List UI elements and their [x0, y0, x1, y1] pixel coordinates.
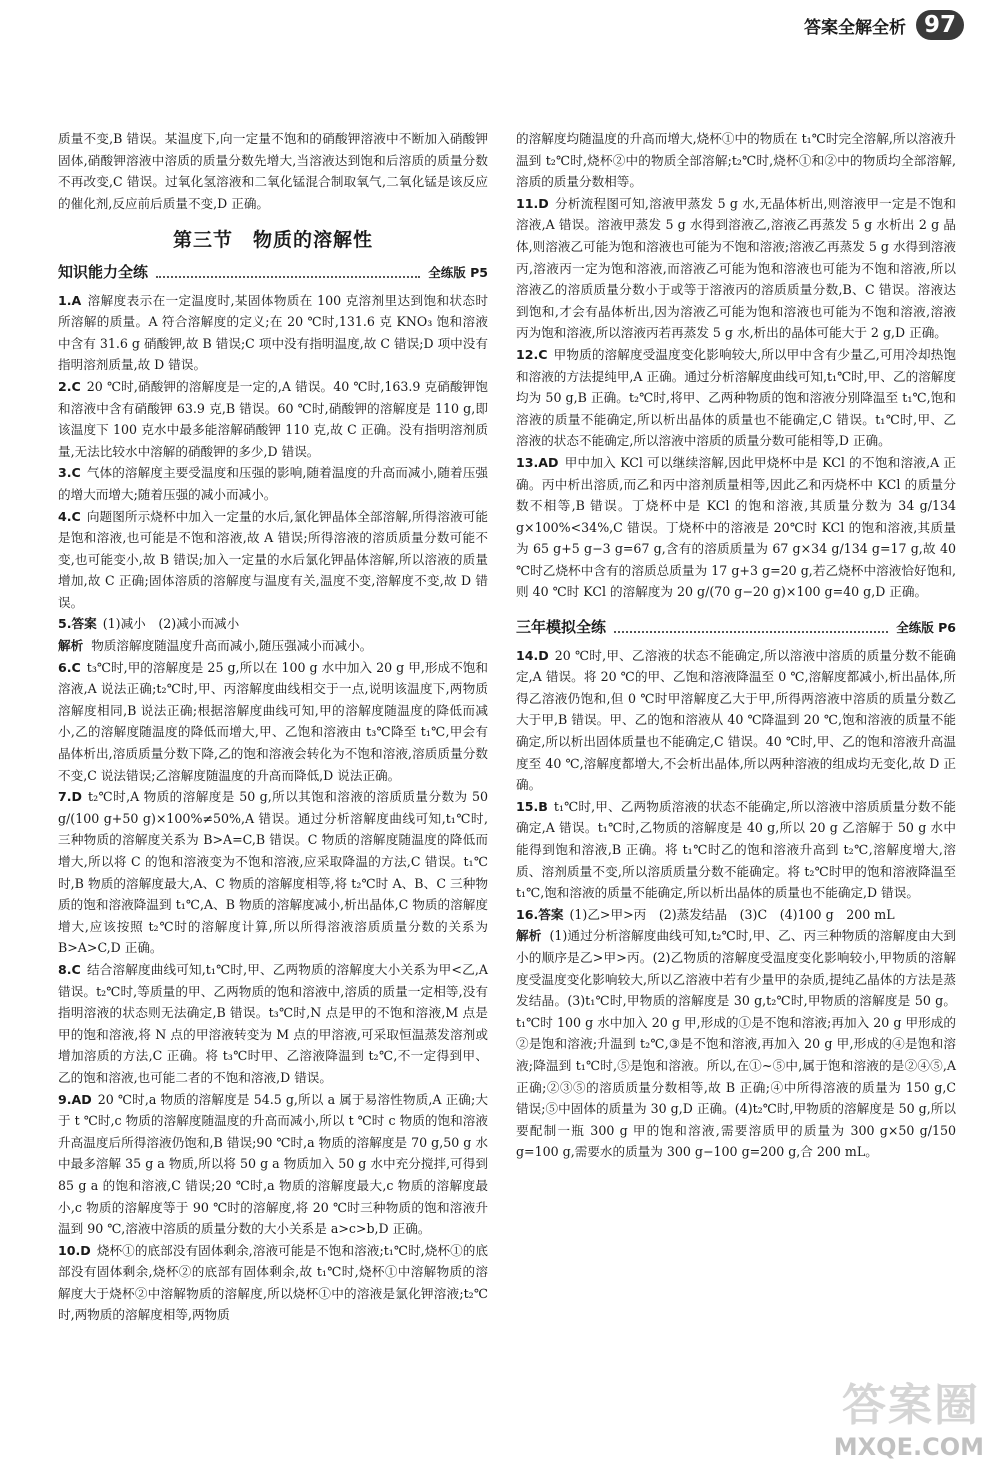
- answer-item: [516, 452, 956, 603]
- right-intro: 的溶解度均随温度的升高而增大,烧杯①中的物质在 t₁℃时完全溶解,所以溶液升温到 t₂℃时,烧杯②中的物质全部溶解;t₂℃时,烧杯①和②中的物质均全部溶解,溶质的质量分数相等。: [516, 131, 956, 190]
- left-column: [58, 128, 488, 1326]
- right-items-a: [516, 193, 956, 603]
- left-items: [58, 290, 488, 1327]
- item-number: 11.D: [516, 195, 549, 211]
- answer-item: [516, 796, 956, 904]
- band-three-year: [516, 617, 956, 639]
- answer-item: [58, 1240, 488, 1326]
- item-number: 2.C: [58, 378, 81, 394]
- item-text: t₃℃时,甲的溶解度是 25 g,所以在 100 g 水中加入 20 g 甲,形成不饱和溶液,A 说法正确;t₂℃时,甲、丙溶解度曲线相交于一点,说明该温度下,两物质溶解度相同,B 说法正确;根据溶解度曲线可知,甲的溶解度随温度的降低而减小,乙的溶解度随温度的降低而增大,甲、乙饱和溶液由 t₃℃降至 t₁℃,甲会有晶体析出,溶质质量分数下降,乙的饱和溶液会转化为不饱和溶液,溶质质量分数不变,C 说法错误;乙溶解度随温度的升高而降低,D 说法正确。: [58, 659, 488, 783]
- band-dots: [614, 623, 888, 633]
- item-number: 3.C: [58, 465, 81, 481]
- item-text: 20 ℃时,硝酸钾的溶解度是一定的,A 错误。40 ℃时,163.9 克硝酸钾饱和溶液中含有硝酸钾 63.9 克,B 错误。60 ℃时,硝酸钾的溶解度是 110 g,即该温度下 100 克水中最多能溶解硝酸钾 110 克,故 C 正确。没有指明溶剂质量,无法比较水中溶解的硝酸钾的多少,D 错误。: [58, 378, 488, 459]
- answer-item: [516, 645, 956, 796]
- answer-item: [58, 462, 488, 505]
- answer-item: [58, 657, 488, 787]
- item-text: 20 ℃时,a 物质的溶解度是 54.5 g,所以 a 属于易溶性物质,A 正确;大于 t ℃时,c 物质的溶解度随温度的升高而减小,所以 t ℃时 c 物质的饱和溶液升高温度后所得溶液仍饱和,B 错误;90 ℃时,a 物质的溶解度是 70 g,50 g 水中最多溶解 35 g a 物质,所以将 50 g a 物质加入 50 g 水中充分搅拌,可得到 85 g a 的饱和溶液,C 错误;20 ℃时,a 物质的溶解度最大,c 物质的溶解度最小,c 物质的溶解度等于 90 ℃时的溶解度,将 20 ℃时三种物质的饱和溶液升温到 90 ℃,溶液中溶质的质量分数的大小关系是 a>c>b,D 正确。: [58, 1091, 488, 1237]
- item-number: 6.C: [58, 659, 81, 675]
- item-number: 8.C: [58, 961, 81, 977]
- answer-item: [58, 376, 488, 462]
- watermark-site: MXQE.COM: [833, 1433, 984, 1461]
- left-intro: 质量不变,B 错误。某温度下,向一定量不饱和的硝酸钾溶液中不断加入硝酸钾固体,硝酸钾溶液中溶质的质量分数先增大,当溶液达到饱和后溶质的质量分数不再改变,C 错误。过氧化氢溶液和二氧化锰混合制取氧气,二氧化锰是该反应的催化剂,反应前后质量不变,D 正确。: [58, 131, 488, 211]
- answer-item: [58, 613, 488, 635]
- item-number: 4.C: [58, 508, 81, 524]
- answer-item: [58, 506, 488, 614]
- item-number: 14.D: [516, 647, 549, 663]
- item-text: 20 ℃时,甲、乙溶液的状态不能确定,所以溶液中溶质的质量分数不能确定,A 错误。将 20 ℃的甲、乙饱和溶液降温至 0 ℃,溶解度都减小,析出晶体,所得乙溶液仍饱和,但 0 ℃时甲溶解度乙大于甲,所得两溶液中溶质的质量分数乙大于甲,B 错误。甲、乙的饱和溶液从 40 ℃降温到 20 ℃,饱和溶液的质量不能确定,所以析出固体质量也不能确定,C 错误。40 ℃时,甲、乙的饱和溶液升高温度至 40 ℃,溶解度都增大,不会析出晶体,所以两种溶液的组成均无变化,故 D 正确。: [516, 647, 956, 793]
- item-number: 9.AD: [58, 1091, 92, 1107]
- section-title: 第三节 物质的溶解性: [172, 229, 373, 252]
- answer-item: [58, 1089, 488, 1240]
- item-number: 16.答案: [516, 906, 564, 922]
- item-number: 1.A: [58, 292, 82, 308]
- item-number: 10.D: [58, 1242, 91, 1258]
- item-text: (1)减小 (2)减小而减小: [102, 616, 240, 632]
- item-text: 甲物质的溶解度受温度变化影响较大,所以甲中含有少量乙,可用冷却热饱和溶液的方法提纯甲,A 正确。通过分析溶解度曲线可知,t₁℃时,甲、乙的溶解度均为 50 g,B 正确。t₂℃时,将甲、乙两种物质的饱和溶液分别降温至 t₁℃,饱和溶液的质量不能确定,所以析出晶体的质量也不能确定,C 错误。t₁℃时,甲、乙溶液的状态不能确定,所以溶液中溶质的质量分数可能相等,D 正确。: [516, 346, 956, 449]
- answer-item: [516, 904, 956, 926]
- answer-item: [58, 290, 488, 376]
- item-text: 结合溶解度曲线可知,t₁℃时,甲、乙两物质的溶解度大小关系为甲<乙,A 错误。t₂℃时,等质量的甲、乙两物质的饱和溶液中,溶质的质量一定相等,没有指明溶液的状态则无法确定,B 错误。t₃℃时,N 点是甲的不饱和溶液,M 点是甲的饱和溶液,将 N 点的甲溶液转变为 M 点的甲溶液,可采取恒温蒸发溶剂或增加溶质的方法,C 正确。将 t₃℃时甲、乙溶液降温到 t₂℃,不一定得到甲、乙的饱和溶液,也可能二者的不饱和溶液,D 错误。: [58, 961, 488, 1085]
- item-text: t₂℃时,A 物质的溶解度是 50 g,所以其饱和溶液的溶质质量分数为 50 g/(100 g+50 g)×100%≠50%,A 错误。通过分析溶解度曲线可知,t₁℃时,三种物质的溶解度关系为 B>A=C,B 错误。C 物质的溶解度随温度的降低而增大,所以将 C 的饱和溶液变为不饱和溶液,应采取降温的方法,C 错误。t₁℃时,B 物质的溶解度最大,A、C 物质的溶解度相等,将 t₂℃时 A、B、C 三种物质的饱和溶液降温到 t₁℃,A、B 物质的溶解度减小,析出晶体,C 物质的溶解度增大,应该按照 t₂℃时的溶解度计算,所以所得溶液溶质质量分数的关系为 B>A>C,D 正确。: [58, 789, 488, 956]
- item-number: 解析: [58, 638, 84, 654]
- answer-item: [516, 925, 956, 1163]
- item-number: 5.答案: [58, 616, 97, 632]
- answer-item: [58, 959, 488, 1089]
- right-items-b: [516, 645, 956, 1163]
- item-number: 解析: [516, 928, 542, 944]
- item-number: 7.D: [58, 789, 83, 805]
- page-number: 97: [916, 10, 964, 40]
- item-text: 分析流程图可知,溶液甲蒸发 5 g 水,无晶体析出,则溶液甲一定是不饱和溶液,A 错误。溶液甲蒸发 5 g 水得到溶液乙,溶液乙再蒸发 5 g 水析出 2 g 晶体,则溶液乙可能为饱和溶液也可能为不饱和溶液;溶液乙再蒸发 5 g 水得到溶液丙,溶液丙一定为饱和溶液,而溶液乙可能为饱和溶液也可能为不饱和溶液,所以溶液乙的溶质质量分数小于或等于溶液丙的溶质质量分数,B、C 错误。溶液达到饱和,才会有晶体析出,因为溶液乙可能为饱和溶液也可能为不饱和溶液,溶液丙为饱和溶液,所以溶液丙若再蒸发 5 g 水,析出的晶体可能大于 2 g,D 正确。: [516, 195, 956, 341]
- answer-item: [58, 786, 488, 959]
- band-name: 知识能力全练: [58, 262, 149, 281]
- answer-item: [516, 344, 956, 452]
- page-header: [804, 8, 964, 42]
- item-number: 12.C: [516, 346, 548, 362]
- item-text: 烧杯①的底部没有固体剩余,溶液可能是不饱和溶液;t₁℃时,烧杯①的底部没有固体剩余,烧杯②的底部有固体剩余,故 t₁℃时,烧杯①中溶解物质的溶解度大于烧杯②中溶解物质的溶解度,所以烧杯①中的溶液是氯化钾溶液;t₂℃时,两物质的溶解度相等,两物质: [58, 1242, 488, 1323]
- band-name: 三年模拟全练: [516, 618, 607, 637]
- item-text: 向题图所示烧杯中加入一定量的水后,氯化钾晶体全部溶解,所得溶液可能是饱和溶液,也可能是不饱和溶液,故 A 错误;所得溶液的溶质质量分数可能不变,也可能变小,故 B 错误;加入一定量的水后氯化钾晶体溶解,所以溶液的质量增加,故 C 正确;固体溶质的溶解度与温度有关,温度不变,溶解度不变,故 D 错误。: [58, 508, 488, 610]
- item-number: 15.B: [516, 798, 548, 814]
- item-number: 13.AD: [516, 454, 559, 470]
- band-dots: [156, 268, 420, 278]
- item-text: (1)通过分析溶解度曲线可知,t₂℃时,甲、乙、丙三种物质的溶解度由大到小的顺序是乙>甲>丙。(2)乙物质的溶解度受温度变化影响较小,甲物质的溶解度受温度变化影响较大,所以乙溶液中若有少量甲的杂质,提纯乙晶体的方法是蒸发结晶。(3)t₁℃时,甲物质的溶解度是 30 g,t₂℃时,甲物质的溶解度是 50 g。t₁℃时 100 g 水中加入 20 g 甲,形成的①是不饱和溶液;再加入 20 g 甲形成的②是饱和溶液;升温到 t₂℃,③是不饱和溶液,再加入 20 g 甲,形成的④是饱和溶液;降温到 t₁℃时,⑤是饱和溶液。所以,在①~⑤中,属于饱和溶液的是②④⑤,A 正确;②③⑤的溶质质量分数相等,故 B 正确;④中所得溶液的质量为 150 g,C 错误;⑤中固体的质量为 30 g,D 正确。(4)t₂℃时,甲物质的溶解度是 50 g,所以要配制一瓶 300 g 甲的饱和溶液,需要溶质甲的质量为 300 g×50 g/150 g=100 g,需要水的质量为 300 g−100 g=200 g,合 200 mL。: [516, 928, 957, 1160]
- band-version: 全练版 P5: [428, 264, 488, 280]
- item-text: 溶解度表示在一定温度时,某固体物质在 100 克溶剂里达到饱和状态时所溶解的质量。A 符合溶解度的定义;在 20 ℃时,131.6 克 KNO₃ 饱和溶液中含有 31.6 g 硝酸钾,故 B 错误;C 项中没有指明温度,故 C 错误;D 项中没有指明溶剂质量,故 D 错误。: [58, 292, 488, 373]
- band-knowledge: [58, 262, 488, 284]
- item-text: 气体的溶解度主要受温度和压强的影响,随着温度的升高而减小,随着压强的增大而增大;随着压强的减小而减小。: [58, 465, 488, 502]
- header-title: 答案全解全析: [803, 17, 906, 38]
- item-text: (1)乙>甲>丙 (2)蒸发结晶 (3)C (4)100 g 200 mL: [569, 906, 895, 922]
- band-version: 全练版 P6: [896, 620, 956, 636]
- item-text: 物质溶解度随温度升高而减小,随压强减小而减小。: [91, 638, 373, 654]
- watermark-logo: 答案圈: [842, 1380, 980, 1431]
- right-column: [516, 128, 956, 1163]
- answer-item: [58, 635, 488, 657]
- answer-item: [516, 193, 956, 344]
- item-text: t₁℃时,甲、乙两物质溶液的状态不能确定,所以溶液中溶质质量分数不能确定,A 错误。t₁℃时,乙物质的溶解度是 40 g,所以 20 g 乙溶解于 50 g 水中能得到饱和溶液,B 正确。将 t₁℃时乙的饱和溶液升高到 t₂℃,溶解度增大,溶质、溶剂质量不变,所以溶质质量分数不能确定。将 t₂℃时甲的饱和溶液降温至 t₁℃,饱和溶液的质量不能确定,所以析出晶体的质量也不能确定,D 错误。: [516, 798, 956, 901]
- item-text: 甲中加入 KCl 可以继续溶解,因此甲烧杯中是 KCl 的不饱和溶液,A 正确。丙中析出溶质,而乙和丙中溶剂质量相等,因此乙和丙烧杯中 KCl 的质量分数不相等,B 错误。丁烧杯中是 KCl 的饱和溶液,其质量分数为 34 g/134 g×100%<34%,C 错误。丁烧杯中的溶液是 20℃时 KCl 的饱和溶液,其质量为 65 g+5 g−3 g=67 g,含有的溶质质量为 67 g×34 g/134 g=17 g,故 40 ℃时乙烧杯中含有的溶质总质量为 17 g+3 g=20 g,若乙烧杯中溶液恰好饱和,则 40 ℃时 KCl 的溶解度为 20 g/(70 g−20 g)×100 g=40 g,D 正确。: [516, 454, 956, 600]
